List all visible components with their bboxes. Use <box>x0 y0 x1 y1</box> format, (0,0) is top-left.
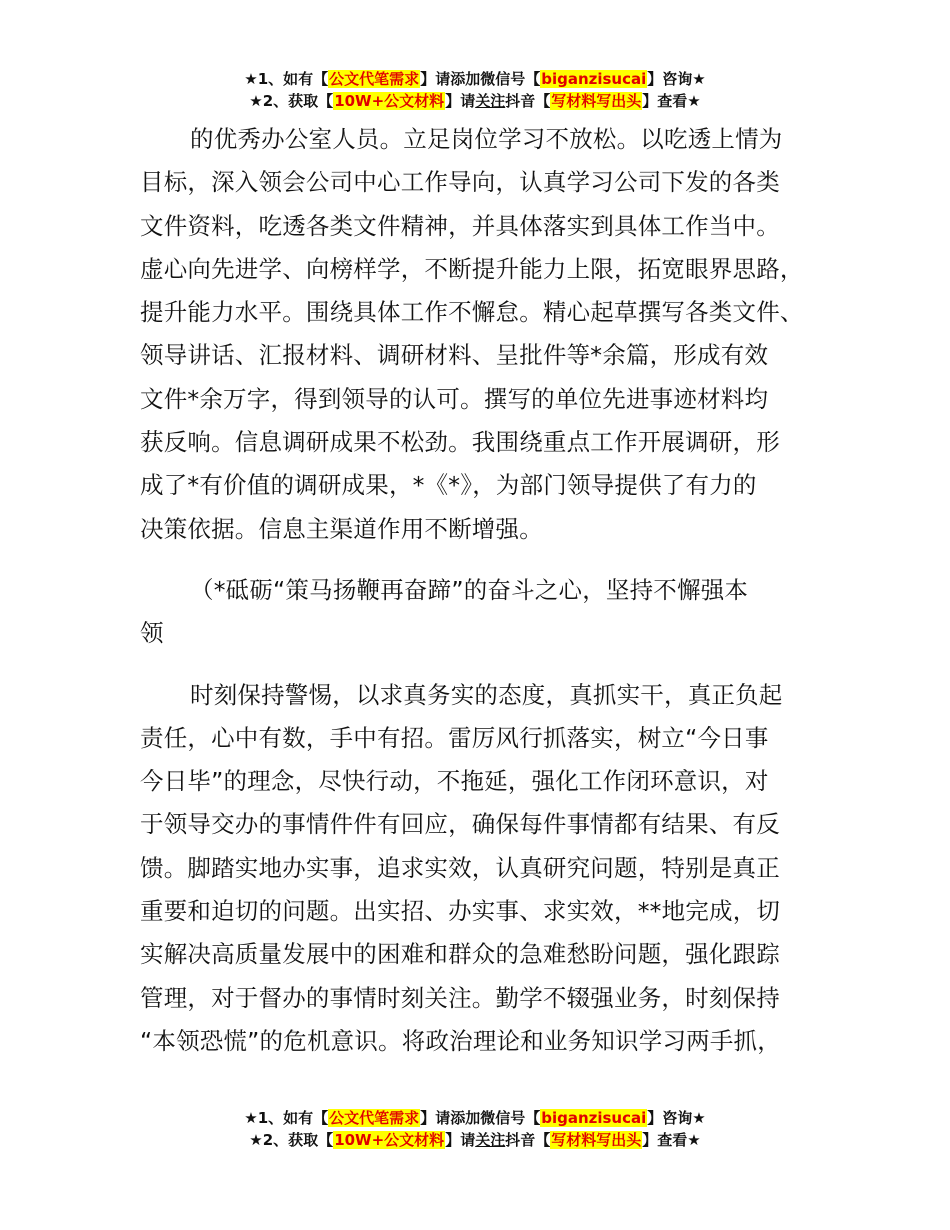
paragraph-2 <box>140 674 830 1064</box>
text-line: 今日毕”的理念，尽快行动，不拖延，强化工作闭环意识，对 <box>140 767 769 796</box>
highlight-wechat-id: biganzisucai <box>541 70 647 88</box>
underlined-follow: 关注 <box>475 1131 506 1149</box>
paragraph-gap <box>140 551 830 569</box>
highlight-ghostwriting: 公文代笔需求 <box>329 70 420 88</box>
header-line-2: ★2、获取【10W+公文材料】请关注抖音【写材料写出头】查看★ <box>249 92 701 110</box>
text-line: 获反响。信息调研成果不松劲。我围绕重点工作开展调研，形 <box>140 428 780 457</box>
text-line: 提升能力水平。围绕具体工作不懈怠。精心起草撰写各类文件、 <box>140 298 804 327</box>
document-body <box>140 118 830 1063</box>
highlight-materials: 10W+公文材料 <box>334 92 445 110</box>
header-banner <box>0 68 950 112</box>
text-line: 成了*有价值的调研成果，*《*》，为部门领导提供了有力的 <box>140 471 757 500</box>
text-line: 文件*余万字，得到领导的认可。撰写的单位先进事迹材料均 <box>140 384 769 413</box>
text-line: 时刻保持警惕，以求真务实的态度，真抓实干，真正负起 <box>190 680 783 709</box>
text-line: 的优秀办公室人员。立足岗位学习不放松。以吃透上情为 <box>190 125 783 153</box>
text-line: 虚心向先进学、向榜样学，不断提升能力上限，拓宽眼界思路， <box>140 254 804 283</box>
heading-line: 领 <box>140 619 164 648</box>
text-line: 实解决高质量发展中的困难和群众的急难愁盼问题，强化跟踪 <box>140 940 780 969</box>
highlight-wechat-id: biganzisucai <box>541 1109 647 1127</box>
text-line: 馈。脚踏实地办实事，追求实效，认真研究问题，特别是真正 <box>140 853 780 882</box>
text-line: 目标，深入领会公司中心工作导向，认真学习公司下发的各类 <box>140 168 780 197</box>
text-line: 领导讲话、汇报材料、调研材料、呈批件等*余篇，形成有效 <box>140 341 769 370</box>
text-line: 责任，心中有数，手中有招。雷厉风行抓落实，树立“今日事 <box>140 723 769 752</box>
header-line-1: ★1、如有【公文代笔需求】请添加微信号【biganzisucai】咨询★ <box>244 70 706 88</box>
footer-banner <box>0 1107 950 1151</box>
paragraph-1 <box>140 118 830 551</box>
highlight-douyin-account: 写材料写出头 <box>551 1131 642 1149</box>
section-heading <box>140 569 830 656</box>
highlight-douyin-account: 写材料写出头 <box>551 92 642 110</box>
highlight-ghostwriting: 公文代笔需求 <box>329 1109 420 1127</box>
heading-line: （*砥砺“策马扬鞭再奋蹄”的奋斗之心，坚持不懈强本 <box>190 575 749 604</box>
underlined-follow: 关注 <box>475 92 506 110</box>
footer-line-1: ★1、如有【公文代笔需求】请添加微信号【biganzisucai】咨询★ <box>244 1109 706 1127</box>
highlight-materials: 10W+公文材料 <box>334 1131 445 1149</box>
text-line: 管理，对于督办的事情时刻关注。勤学不辍强业务，时刻保持 <box>140 983 780 1012</box>
text-line: 重要和迫切的问题。出实招、办实事、求实效，**地完成，切 <box>140 897 781 926</box>
paragraph-gap <box>140 656 830 674</box>
footer-line-2: ★2、获取【10W+公文材料】请关注抖音【写材料写出头】查看★ <box>249 1131 701 1149</box>
text-line: 于领导交办的事情件件有回应，确保每件事情都有结果、有反 <box>140 810 780 839</box>
text-line: 决策依据。信息主渠道作用不断增强。 <box>140 514 543 543</box>
text-line: 文件资料，吃透各类文件精神，并具体落实到具体工作当中。 <box>140 211 780 240</box>
text-line: “本领恐慌”的危机意识。将政治理论和业务知识学习两手抓， <box>140 1026 781 1055</box>
